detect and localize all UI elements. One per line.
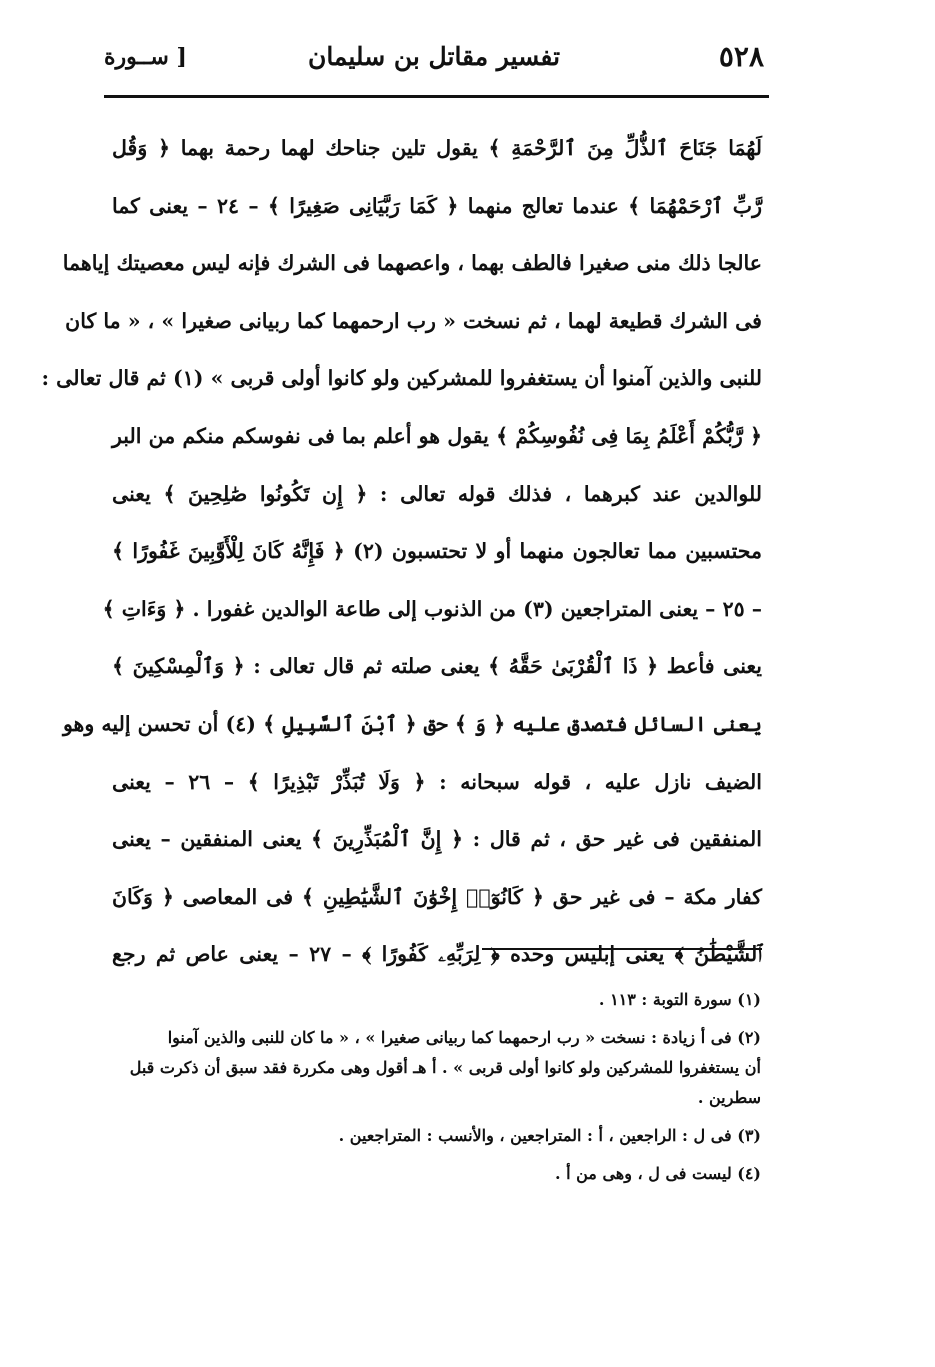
footnote-2 bbox=[126, 1023, 761, 1113]
footnote-rule bbox=[482, 948, 762, 950]
surah-label: [ ســورة bbox=[104, 44, 187, 70]
text-line: ﴿ رَّبُّكُمْ أَعْلَمُ بِمَا فِى نُفُوسِكُمْ ﴾ يقول هو أعلم بما فى نفوسكم منكم من البر bbox=[112, 423, 762, 448]
text-line: للنبى والذين آمنوا أن يستغفروا للمشركين ولو كانوا أولى قربى » (١) ثم قال تعالى : bbox=[41, 366, 762, 391]
main-text bbox=[41, 120, 762, 984]
text-line: يعنى فأعط ﴿ ذَا ٱلْقُرْبَىٰ حَقَّهُ ﴾ يعنى صلته ثم قال تعالى : ﴿ وَٱلْمِسْكِينَ ﴾ bbox=[112, 654, 762, 679]
footnotes bbox=[126, 985, 761, 1197]
footnote-line: (١) سورة التوبة : ١١٣ . bbox=[598, 990, 761, 1009]
footnote-line: (٣) فى ل : الراجعين ، أ : المتراجعين ، والأنسب : المتراجعين . bbox=[338, 1126, 761, 1145]
text-line: الضيف نازل عليه ، قوله سبحانه : ﴿ وَلَا تُبَذِّرْ تَبْذِيرًا ﴾ – ٢٦ – يعنى bbox=[112, 769, 762, 794]
text-line: فى الشرك قطيعة لهما ، ثم نسخت « رب ارحمهما كما ربيانى صغيرا » ، « ما كان bbox=[65, 308, 762, 333]
running-title: تفسير مقاتل بن سليمان bbox=[307, 42, 561, 71]
text-line: المنفقين فى غير حق ، ثم قال : ﴿ إِنَّ ٱلْمُبَذِّرِينَ ﴾ يعنى المنفقين – يعنى bbox=[112, 827, 762, 852]
text-line: ٱلشَّيْطَٰنُ ﴾ يعنى إبليس وحده ﴿ لِرَبِّهِۦ كَفُورًا ﴾ – ٢٧ – يعنى عاص ثم رجع bbox=[112, 942, 762, 967]
text-line: محتسبين مما تعالجون منهما أو لا تحتسبون (٢) ﴿ فَإِنَّهُ كَانَ لِلْأَوَّٰبِينَ غَفُورًا ﴾ bbox=[112, 539, 762, 564]
text-line: رَّبِّ ٱرْحَمْهُمَا ﴾ عندما تعالج منهما ﴿ كَمَا رَبَّيَانِى صَغِيرًا ﴾ – ٢٤ – يعنى كما bbox=[112, 193, 762, 218]
footnote-line: (٢) فى أ زيادة : نسخت « رب ارحمهما كما ربيانى صغيرا » ، « ما كان للنبى والذين آمنوا bbox=[167, 1028, 761, 1047]
text-line: عالجا ذلك منى صغيرا فالطف بهما ، واعصهما فى الشرك فإنه ليس معصيتك إياهما bbox=[62, 251, 762, 276]
footnote-line: أن يستغفروا للمشركين ولو كانوا أولى قربى » . أ هـ أقول وهى مكررة فقد سبق أن ذكرت قبل bbox=[129, 1058, 761, 1077]
footnote-4 bbox=[126, 1159, 761, 1189]
text-line: – ٢٥ – يعنى المتراجعين (٣) من الذنوب إلى طاعة الوالدين غفورا . ﴿ وَءَاتِ ﴾ bbox=[102, 596, 762, 621]
footnote-3 bbox=[126, 1121, 761, 1151]
text-line: لَهُمَا جَنَاحَ ٱلذُّلِّ مِنَ ٱلرَّحْمَةِ ﴾ يقول تلين جناحك لهما رحمة بهما ﴿ وَقُل bbox=[112, 136, 762, 160]
page-header bbox=[104, 38, 764, 96]
text-line: كفار مكة – فى غير حق ﴿ كَانُوٓا۟ إِخْوَٰنَ ٱلشَّيَٰطِينِ ﴾ فى المعاصى ﴿ وَكَانَ bbox=[112, 884, 762, 909]
page-number: ٥٢٨ bbox=[718, 40, 764, 73]
text-line: يعنى السائل فتصدق عليه ﴿ وَ ﴾ حق ﴿ ٱبْنَ ٱلسَّبِيلِ ﴾ (٤) أن تحسن إليه وهو bbox=[62, 711, 762, 736]
footnote-line: (٤) ليست فى ل ، وهى من أ . bbox=[554, 1164, 761, 1183]
header-rule bbox=[104, 95, 769, 98]
text-line: للوالدين عند كبرهما ، فذلك قوله تعالى : ﴿ إِن تَكُونُوا صَٰلِحِينَ ﴾ يعنى bbox=[112, 481, 762, 506]
footnote-1 bbox=[126, 985, 761, 1015]
footnote-line: سطرين . bbox=[697, 1088, 761, 1107]
